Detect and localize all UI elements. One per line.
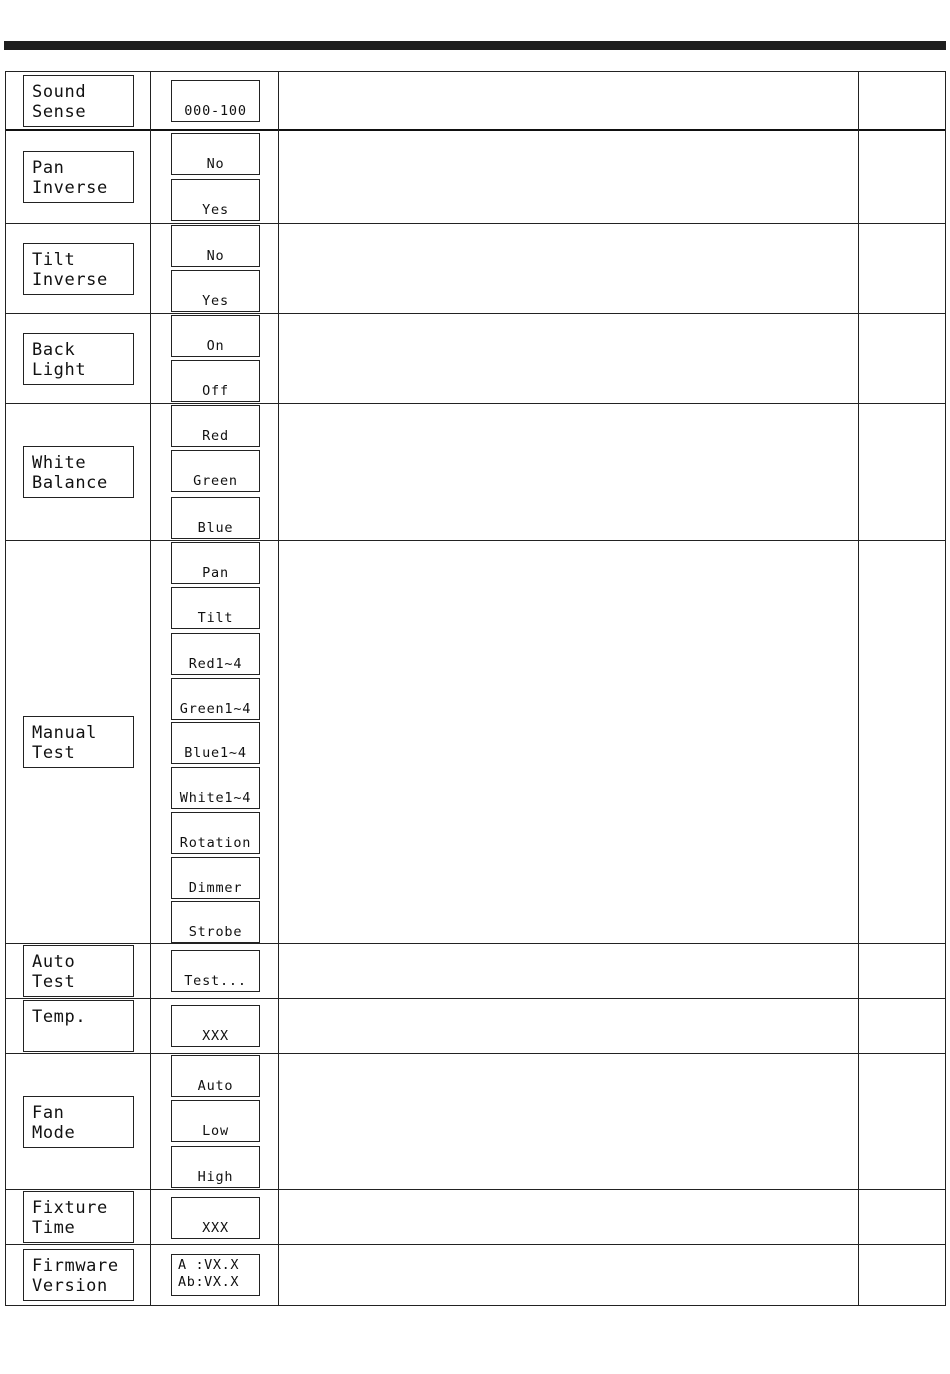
menu-item-tilt-inverse: Tilt Inverse bbox=[23, 243, 134, 295]
firmware-version-value: A :VX.X Ab:VX.X bbox=[171, 1254, 260, 1296]
option-box: Low bbox=[171, 1100, 260, 1142]
option-box: Off bbox=[171, 360, 260, 402]
option-box: Red bbox=[171, 405, 260, 447]
option-box: No bbox=[171, 225, 260, 267]
menu-item-fixture-time: Fixture Time bbox=[23, 1191, 134, 1243]
column-divider bbox=[5, 71, 6, 1306]
menu-item-white-balance: White Balance bbox=[23, 446, 134, 498]
option-box: Yes bbox=[171, 179, 260, 221]
option-box: No bbox=[171, 133, 260, 175]
option-box: Green bbox=[171, 450, 260, 492]
option-box: XXX bbox=[171, 1005, 260, 1047]
row-divider bbox=[5, 1053, 946, 1054]
column-divider bbox=[278, 71, 279, 1306]
option-box: Tilt bbox=[171, 587, 260, 629]
option-box: Strobe bbox=[171, 901, 260, 943]
option-box: High bbox=[171, 1146, 260, 1188]
menu-item-manual-test: Manual Test bbox=[23, 716, 134, 768]
table-border-bottom bbox=[5, 1305, 946, 1306]
menu-item-temperature: Temp. bbox=[23, 1000, 134, 1052]
option-box: Blue1~4 bbox=[171, 722, 260, 764]
option-box: Yes bbox=[171, 270, 260, 312]
option-box: On bbox=[171, 315, 260, 357]
row-divider bbox=[5, 998, 946, 999]
column-divider bbox=[858, 71, 859, 1306]
row-divider bbox=[5, 313, 946, 314]
option-box: Green1~4 bbox=[171, 678, 260, 720]
menu-table bbox=[5, 71, 946, 1306]
menu-item-back-light: Back Light bbox=[23, 333, 134, 385]
header-rule bbox=[4, 41, 946, 50]
table-border-top bbox=[5, 71, 946, 72]
option-box: Auto bbox=[171, 1055, 260, 1097]
option-box: Pan bbox=[171, 542, 260, 584]
option-box: Dimmer bbox=[171, 857, 260, 899]
menu-item-firmware-version: Firmware Version bbox=[23, 1249, 134, 1301]
row-divider bbox=[5, 943, 946, 944]
option-box: 000-100 bbox=[171, 80, 260, 122]
row-divider bbox=[5, 403, 946, 404]
column-divider bbox=[150, 71, 151, 1306]
menu-item-auto-test: Auto Test bbox=[23, 945, 134, 997]
option-box: Test... bbox=[171, 950, 260, 992]
option-box: Blue bbox=[171, 497, 260, 539]
menu-item-pan-inverse: Pan Inverse bbox=[23, 151, 134, 203]
row-divider bbox=[5, 1189, 946, 1190]
row-divider bbox=[5, 223, 946, 224]
menu-item-fan-mode: Fan Mode bbox=[23, 1096, 134, 1148]
option-box: Red1~4 bbox=[171, 633, 260, 675]
column-divider bbox=[945, 71, 946, 1306]
menu-item-sound-sense: Sound Sense bbox=[23, 75, 134, 127]
option-box: Rotation bbox=[171, 812, 260, 854]
option-box: XXX bbox=[171, 1197, 260, 1239]
row-divider bbox=[5, 540, 946, 541]
option-box: White1~4 bbox=[171, 767, 260, 809]
row-divider bbox=[5, 129, 946, 131]
row-divider bbox=[5, 1244, 946, 1245]
